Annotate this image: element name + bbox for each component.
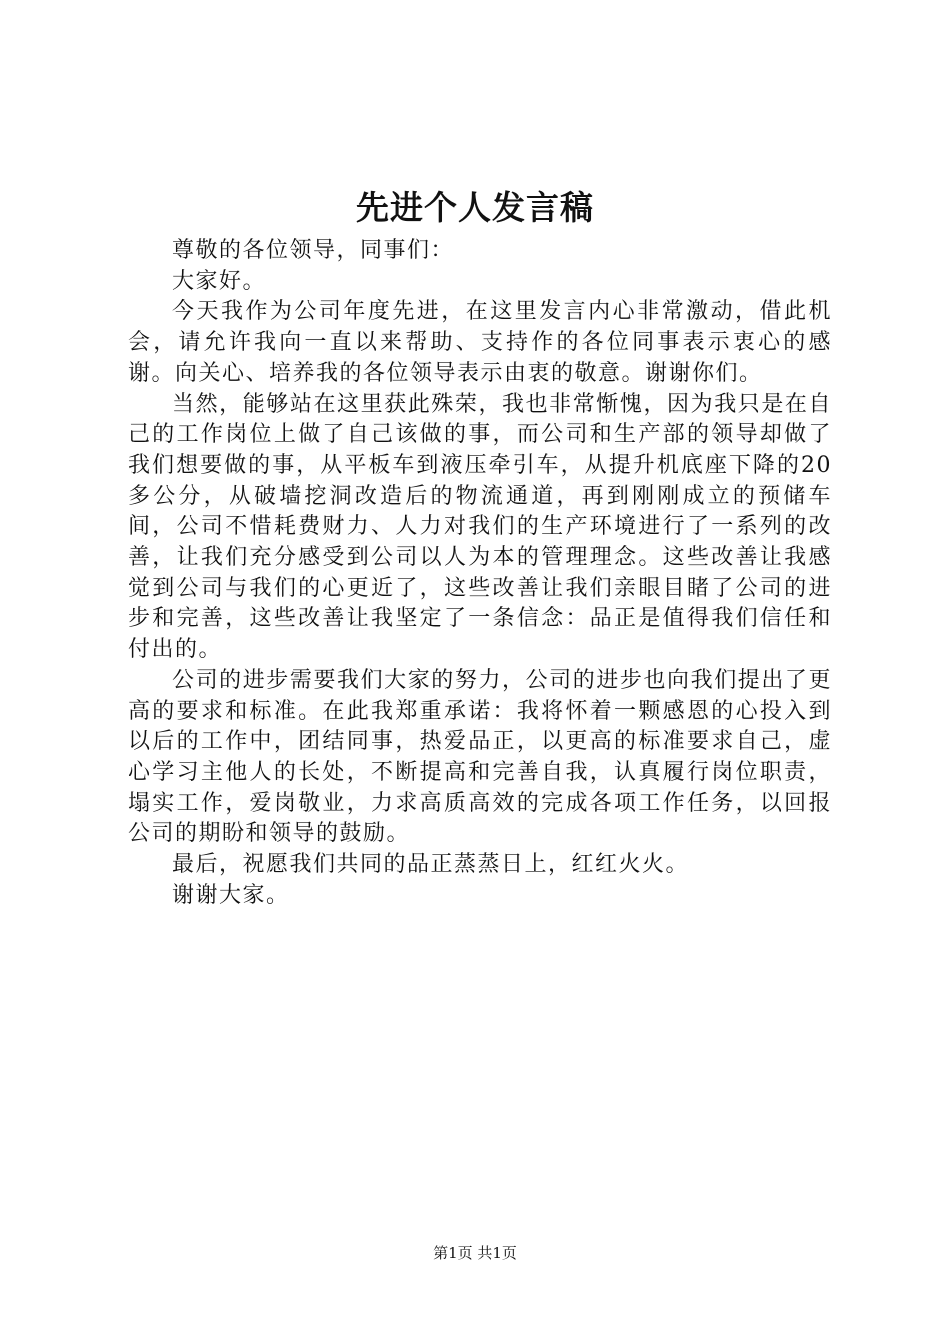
body-paragraph: 今天我作为公司年度先进，在这里发言内心非常激动，借此机会，请允许我向一直以来帮助、支持作的各位同事表示衷心的感谢。向关心、培养我的各位领导表示由衷的敬意。谢谢你们。 — [128, 299, 832, 386]
body-paragraph: 公司的进步需要我们大家的努力，公司的进步也向我们提出了更高的要求和标准。在此我郑重承诺：我将怀着一颗感恩的心投入到以后的工作中，团结同事，热爱品正，以更高的标准要求自己，虚心学习主他人的长处，不断提高和完善自我，认真履行岗位职责，塌实工作，爱岗敬业，力求高质高效的完成各项工作任务，以回报公司的期盼和领导的鼓励。 — [128, 667, 832, 847]
page-number-footer: 第1页 共1页 — [433, 1244, 517, 1262]
thanks-paragraph: 谢谢大家。 — [172, 882, 290, 908]
closing-paragraph: 最后，祝愿我们共同的品正蒸蒸日上，红红火火。 — [172, 852, 690, 878]
document-body — [128, 236, 832, 911]
salutation-paragraph: 尊敬的各位领导，同事们： — [172, 238, 455, 263]
body-paragraph: 当然，能够站在这里获此殊荣，我也非常惭愧，因为我只是在自己的工作岗位上做了自己该做的事，而公司和生产部的领导却做了我们想要做的事，从平板车到液压牵引车，从提升机底座下降的20多公分，从破墙挖洞改造后的物流通道，再到刚刚成立的预储车间，公司不惜耗费财力、人力对我们的生产环境进行了一系列的改善，让我们充分感受到公司以人为本的管理理念。这些改善让我感觉到公司与我们的心更近了，这些改善让我们亲眼目睹了公司的进步和完善，这些改善让我坚定了一条信念：品正是值得我们信任和付出的。 — [128, 391, 832, 663]
greeting-paragraph: 大家好。 — [172, 268, 267, 294]
document-title: 先进个人发言稿 — [356, 188, 594, 227]
